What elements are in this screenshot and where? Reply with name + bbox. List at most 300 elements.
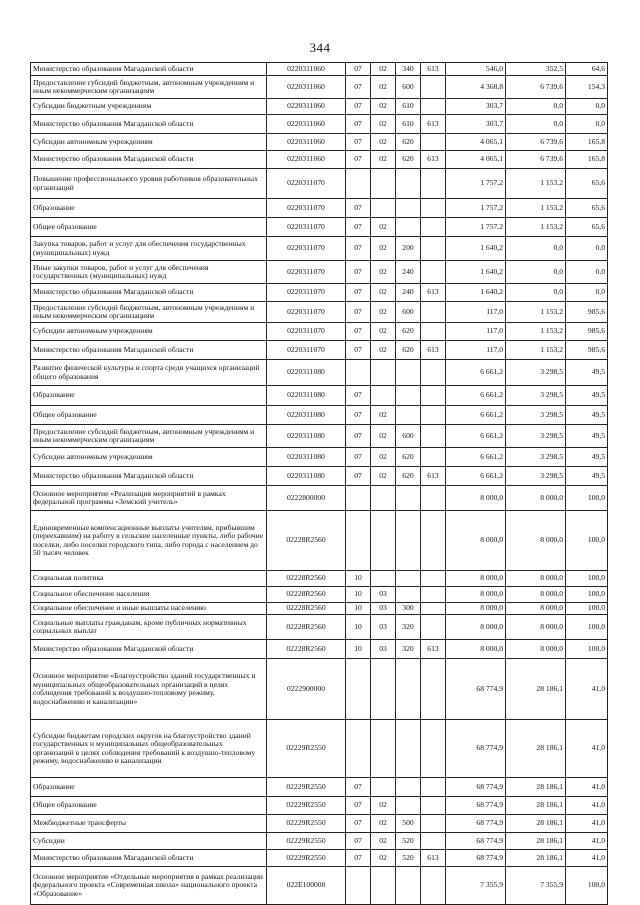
row-amount-executed: 1 153,2	[506, 323, 566, 341]
table-row	[31, 587, 608, 603]
row-percent: 41,0	[566, 778, 608, 797]
row-amount-executed: 28 186,1	[506, 778, 566, 797]
table-row	[31, 833, 608, 850]
row-amount-executed: 28 186,1	[506, 815, 566, 833]
row-code: 0220311070	[267, 284, 346, 302]
row-org-code	[421, 406, 446, 425]
row-expense-type: 610	[396, 99, 421, 115]
table-row	[31, 467, 608, 486]
row-percent: 64,6	[566, 63, 608, 76]
row-percent: 985,6	[566, 341, 608, 360]
row-section: 07	[346, 797, 371, 815]
row-section: 07	[346, 406, 371, 425]
row-expense-type: 620	[396, 341, 421, 360]
row-subsection	[371, 486, 396, 511]
row-amount-approved: 68 774,9	[446, 850, 506, 867]
row-org-code: 613	[421, 467, 446, 486]
row-description: Основное мероприятие «Благоустройство зданий государственных и муниципальных общеобразовательных организаций в целях соблюдения требований к воздушно-тепловому режиму, водоснабжению и канализации»	[31, 659, 267, 720]
row-description: Развитие физической культуры и спорта среди учащихся организаций общего образования	[31, 360, 267, 386]
row-amount-approved: 6 661,2	[446, 467, 506, 486]
row-org-code	[421, 603, 446, 615]
row-code: 0220311060	[267, 134, 346, 151]
row-section: 07	[346, 833, 371, 850]
row-description: Субсидии автономным учреждениям	[31, 134, 267, 151]
row-description: Единовременные компенсационные выплаты учителям, прибывшим (переехавшим) на работу в сельские населенные пункты, либо рабочие поселки, либо поселки городского типа, либо города с населением до 50 тысяч человек	[31, 511, 267, 571]
row-expense-type	[396, 797, 421, 815]
row-section: 10	[346, 571, 371, 587]
row-section: 07	[346, 261, 371, 284]
row-code: 0220311080	[267, 406, 346, 425]
table-row	[31, 659, 608, 720]
row-description: Социальные выплаты гражданам, кроме публичных нормативных социальных выплат	[31, 615, 267, 640]
table-row	[31, 615, 608, 640]
row-amount-approved: 7 355,9	[446, 867, 506, 905]
row-description: Субсидии	[31, 833, 267, 850]
row-org-code: 613	[421, 850, 446, 867]
row-section	[346, 867, 371, 905]
row-subsection: 03	[371, 640, 396, 659]
row-subsection: 02	[371, 406, 396, 425]
row-section: 07	[346, 850, 371, 867]
row-section	[346, 486, 371, 511]
row-description: Образование	[31, 778, 267, 797]
row-org-code: 613	[421, 284, 446, 302]
row-subsection: 02	[371, 302, 396, 323]
row-expense-type: 600	[396, 76, 421, 99]
row-amount-approved: 68 774,9	[446, 659, 506, 720]
row-org-code	[421, 134, 446, 151]
row-description: Министерство образования Магаданской области	[31, 850, 267, 867]
row-amount-executed: 3 298,5	[506, 448, 566, 467]
row-percent: 985,6	[566, 323, 608, 341]
row-org-code	[421, 425, 446, 448]
row-subsection: 03	[371, 587, 396, 603]
row-expense-type: 610	[396, 115, 421, 134]
row-expense-type: 240	[396, 284, 421, 302]
row-code: 02228R2560	[267, 511, 346, 571]
row-description: Повышение профессионального уровня работников образовательных организаций	[31, 169, 267, 199]
row-description: Министерство образования Магаданской области	[31, 341, 267, 360]
row-amount-approved: 68 774,9	[446, 815, 506, 833]
row-subsection: 02	[371, 76, 396, 99]
row-section: 07	[346, 323, 371, 341]
row-subsection: 02	[371, 833, 396, 850]
row-amount-executed: 8 000,0	[506, 571, 566, 587]
table-row	[31, 341, 608, 360]
table-row	[31, 406, 608, 425]
row-code: 0220311070	[267, 218, 346, 237]
row-amount-executed: 28 186,1	[506, 720, 566, 778]
row-code: 02229R2550	[267, 850, 346, 867]
row-section	[346, 169, 371, 199]
row-section	[346, 511, 371, 571]
row-org-code: 613	[421, 63, 446, 76]
row-subsection	[371, 169, 396, 199]
row-section: 07	[346, 448, 371, 467]
row-amount-executed: 1 153,2	[506, 341, 566, 360]
row-description: Предоставление субсидий бюджетным, автономным учреждениям и иным некоммерческим организациям	[31, 76, 267, 99]
row-description: Субсидии автономным учреждениям	[31, 448, 267, 467]
row-subsection: 02	[371, 425, 396, 448]
row-subsection: 02	[371, 448, 396, 467]
table-row	[31, 115, 608, 134]
row-org-code	[421, 615, 446, 640]
budget-table	[30, 62, 608, 905]
row-subsection	[371, 360, 396, 386]
row-org-code	[421, 778, 446, 797]
row-expense-type: 620	[396, 151, 421, 169]
row-subsection	[371, 720, 396, 778]
row-amount-executed: 0,0	[506, 261, 566, 284]
row-subsection	[371, 199, 396, 218]
row-section: 07	[346, 302, 371, 323]
table-row	[31, 302, 608, 323]
row-org-code	[421, 867, 446, 905]
row-description: Основное мероприятие «Отдельные мероприятия в рамках реализации федерального проекта «Современная школа» национального проекта «Образование»	[31, 867, 267, 905]
table-row	[31, 448, 608, 467]
row-description: Предоставление субсидий бюджетным, автономным учреждениям и иным некоммерческим организациям	[31, 302, 267, 323]
row-percent: 49,5	[566, 425, 608, 448]
row-amount-approved: 303,7	[446, 99, 506, 115]
table-row	[31, 511, 608, 571]
row-percent: 41,0	[566, 850, 608, 867]
row-description: Общее образование	[31, 797, 267, 815]
row-amount-approved: 68 774,9	[446, 720, 506, 778]
row-description: Иные закупки товаров, работ и услуг для обеспечения государственных (муниципальных) нужд	[31, 261, 267, 284]
row-code: 02229R2550	[267, 815, 346, 833]
row-subsection: 02	[371, 797, 396, 815]
row-subsection: 02	[371, 323, 396, 341]
row-subsection: 03	[371, 615, 396, 640]
row-section: 07	[346, 134, 371, 151]
row-org-code	[421, 386, 446, 406]
row-subsection	[371, 867, 396, 905]
row-amount-approved: 546,0	[446, 63, 506, 76]
table-row	[31, 284, 608, 302]
row-amount-approved: 68 774,9	[446, 833, 506, 850]
row-amount-executed: 8 000,0	[506, 511, 566, 571]
row-code: 0220311080	[267, 425, 346, 448]
row-amount-executed: 0,0	[506, 99, 566, 115]
row-code: 02229R2550	[267, 797, 346, 815]
row-code: 0220311070	[267, 199, 346, 218]
row-code: 02228R2560	[267, 615, 346, 640]
row-section: 07	[346, 218, 371, 237]
row-org-code	[421, 199, 446, 218]
table-row	[31, 63, 608, 76]
row-amount-executed: 3 298,5	[506, 467, 566, 486]
row-percent: 41,0	[566, 833, 608, 850]
row-section: 07	[346, 199, 371, 218]
row-amount-approved: 4 368,8	[446, 76, 506, 99]
row-subsection: 02	[371, 237, 396, 261]
row-code: 02229R2550	[267, 833, 346, 850]
row-section: 07	[346, 151, 371, 169]
row-expense-type	[396, 486, 421, 511]
row-description: Субсидии бюджетным учреждениям	[31, 99, 267, 115]
row-subsection: 02	[371, 134, 396, 151]
row-expense-type: 620	[396, 134, 421, 151]
row-subsection: 02	[371, 467, 396, 486]
row-percent: 41,0	[566, 815, 608, 833]
table-row	[31, 797, 608, 815]
row-section: 07	[346, 815, 371, 833]
table-row	[31, 199, 608, 218]
row-org-code: 613	[421, 151, 446, 169]
row-percent: 41,0	[566, 659, 608, 720]
row-amount-approved: 117,0	[446, 341, 506, 360]
row-subsection: 02	[371, 151, 396, 169]
row-amount-executed: 6 739,6	[506, 76, 566, 99]
row-subsection: 02	[371, 850, 396, 867]
row-percent: 49,5	[566, 386, 608, 406]
row-amount-executed: 352,5	[506, 63, 566, 76]
row-expense-type: 620	[396, 323, 421, 341]
row-code: 0220311080	[267, 448, 346, 467]
table-row	[31, 151, 608, 169]
row-percent: 49,5	[566, 448, 608, 467]
row-amount-approved: 117,0	[446, 302, 506, 323]
row-code: 02229R2550	[267, 720, 346, 778]
row-amount-executed: 0,0	[506, 284, 566, 302]
row-percent: 41,0	[566, 720, 608, 778]
row-expense-type: 300	[396, 603, 421, 615]
row-amount-approved: 8 000,0	[446, 603, 506, 615]
row-amount-approved: 6 661,2	[446, 360, 506, 386]
row-expense-type	[396, 360, 421, 386]
row-amount-approved: 6 661,2	[446, 406, 506, 425]
row-expense-type: 600	[396, 302, 421, 323]
row-amount-executed: 3 298,5	[506, 406, 566, 425]
table-row	[31, 323, 608, 341]
row-org-code	[421, 218, 446, 237]
row-section: 07	[346, 425, 371, 448]
row-code: 0220311070	[267, 341, 346, 360]
row-code: 02228R2560	[267, 640, 346, 659]
row-amount-approved: 117,0	[446, 323, 506, 341]
row-code: 0220311080	[267, 360, 346, 386]
row-percent: 100,0	[566, 867, 608, 905]
row-code: 0220311060	[267, 63, 346, 76]
row-description: Основное мероприятие «Реализация мероприятий в рамках федеральной программы «Земский учитель»	[31, 486, 267, 511]
row-percent: 0,0	[566, 237, 608, 261]
row-amount-approved: 6 661,2	[446, 448, 506, 467]
row-amount-executed: 1 153,2	[506, 199, 566, 218]
row-org-code	[421, 323, 446, 341]
row-amount-executed: 8 000,0	[506, 603, 566, 615]
row-amount-approved: 1 640,2	[446, 284, 506, 302]
row-percent: 49,5	[566, 406, 608, 425]
row-amount-executed: 0,0	[506, 237, 566, 261]
row-description: Субсидии бюджетам городских округов на благоустройство зданий государственных и муниципальных общеобразовательных организаций в целях соблюдения требований к воздушно-тепловому режиму, водоснабжению и канализации	[31, 720, 267, 778]
row-subsection	[371, 571, 396, 587]
row-org-code: 613	[421, 115, 446, 134]
row-amount-approved: 8 000,0	[446, 615, 506, 640]
row-amount-approved: 1 640,2	[446, 237, 506, 261]
row-org-code	[421, 511, 446, 571]
row-section: 07	[346, 237, 371, 261]
row-subsection: 03	[371, 603, 396, 615]
row-amount-approved: 303,7	[446, 115, 506, 134]
row-section: 10	[346, 587, 371, 603]
table-row	[31, 237, 608, 261]
row-amount-approved: 1 757,2	[446, 218, 506, 237]
table-row	[31, 134, 608, 151]
table-row	[31, 169, 608, 199]
row-section: 10	[346, 603, 371, 615]
row-subsection: 02	[371, 99, 396, 115]
row-percent: 49,5	[566, 467, 608, 486]
row-section: 07	[346, 386, 371, 406]
row-code: 02229R2550	[267, 778, 346, 797]
row-percent: 0,0	[566, 99, 608, 115]
row-section: 07	[346, 99, 371, 115]
row-amount-approved: 4 065,1	[446, 151, 506, 169]
row-code: 0220311060	[267, 151, 346, 169]
row-expense-type	[396, 386, 421, 406]
row-description: Социальная политика	[31, 571, 267, 587]
row-percent: 154,3	[566, 76, 608, 99]
row-percent: 65,6	[566, 169, 608, 199]
table-row	[31, 386, 608, 406]
row-expense-type	[396, 571, 421, 587]
row-section: 07	[346, 115, 371, 134]
row-expense-type	[396, 218, 421, 237]
row-section	[346, 720, 371, 778]
row-amount-executed: 0,0	[506, 115, 566, 134]
table-row	[31, 815, 608, 833]
row-section: 10	[346, 640, 371, 659]
row-amount-executed: 6 739,6	[506, 134, 566, 151]
table-row	[31, 425, 608, 448]
row-amount-executed: 8 000,0	[506, 486, 566, 511]
table-row	[31, 778, 608, 797]
row-amount-executed: 3 298,5	[506, 360, 566, 386]
row-org-code: 613	[421, 640, 446, 659]
row-org-code	[421, 815, 446, 833]
row-section	[346, 659, 371, 720]
row-percent: 65,6	[566, 218, 608, 237]
row-amount-executed: 28 186,1	[506, 850, 566, 867]
row-code: 0222800000	[267, 486, 346, 511]
row-expense-type	[396, 659, 421, 720]
row-expense-type	[396, 587, 421, 603]
row-description: Общее образование	[31, 218, 267, 237]
table-row	[31, 218, 608, 237]
table-row	[31, 850, 608, 867]
row-amount-approved: 4 065,1	[446, 134, 506, 151]
row-expense-type: 200	[396, 237, 421, 261]
row-section: 07	[346, 341, 371, 360]
row-subsection	[371, 659, 396, 720]
row-description: Образование	[31, 199, 267, 218]
row-expense-type	[396, 867, 421, 905]
row-amount-approved: 68 774,9	[446, 797, 506, 815]
row-amount-executed: 1 153,2	[506, 218, 566, 237]
row-code: 0220311070	[267, 169, 346, 199]
row-expense-type: 620	[396, 448, 421, 467]
row-amount-executed: 28 186,1	[506, 797, 566, 815]
row-expense-type: 520	[396, 850, 421, 867]
row-section: 07	[346, 284, 371, 302]
row-description: Социальное обеспечение и иные выплаты населению	[31, 603, 267, 615]
page-number: 344	[309, 40, 331, 55]
row-section: 07	[346, 63, 371, 76]
row-code: 0220311060	[267, 115, 346, 134]
row-description: Министерство образования Магаданской области	[31, 151, 267, 169]
row-description: Межбюджетные трансферты	[31, 815, 267, 833]
row-amount-executed: 7 355,9	[506, 867, 566, 905]
row-description: Субсидии автономным учреждениям	[31, 323, 267, 341]
row-expense-type: 340	[396, 63, 421, 76]
row-expense-type	[396, 406, 421, 425]
row-code: 02228R2560	[267, 587, 346, 603]
row-percent: 100,0	[566, 603, 608, 615]
row-amount-approved: 1 757,2	[446, 199, 506, 218]
row-expense-type: 600	[396, 425, 421, 448]
row-amount-approved: 8 000,0	[446, 640, 506, 659]
row-amount-executed: 8 000,0	[506, 615, 566, 640]
row-code: 0220311080	[267, 386, 346, 406]
row-amount-executed: 8 000,0	[506, 640, 566, 659]
row-section	[346, 360, 371, 386]
row-amount-executed: 8 000,0	[506, 587, 566, 603]
row-description: Общее образование	[31, 406, 267, 425]
row-org-code: 613	[421, 341, 446, 360]
row-expense-type: 240	[396, 261, 421, 284]
table-row	[31, 603, 608, 615]
row-code: 0220311070	[267, 302, 346, 323]
row-org-code	[421, 720, 446, 778]
row-expense-type	[396, 511, 421, 571]
row-code: 0220311060	[267, 99, 346, 115]
row-org-code	[421, 659, 446, 720]
row-percent: 165,8	[566, 134, 608, 151]
row-percent: 985,6	[566, 302, 608, 323]
row-subsection	[371, 778, 396, 797]
row-expense-type	[396, 720, 421, 778]
row-description: Закупка товаров, работ и услуг для обеспечения государственных (муниципальных) нужд	[31, 237, 267, 261]
row-description: Министерство образования Магаданской области	[31, 63, 267, 76]
row-amount-executed: 28 186,1	[506, 659, 566, 720]
row-org-code	[421, 486, 446, 511]
row-percent: 100,0	[566, 511, 608, 571]
row-code: 0220311070	[267, 261, 346, 284]
row-percent: 0,0	[566, 261, 608, 284]
row-description: Предоставление субсидий бюджетным, автономным учреждениям и иным некоммерческим организациям	[31, 425, 267, 448]
row-percent: 165,8	[566, 151, 608, 169]
row-amount-executed: 6 739,6	[506, 151, 566, 169]
table-row	[31, 640, 608, 659]
row-section: 07	[346, 778, 371, 797]
row-org-code	[421, 360, 446, 386]
table-body	[31, 63, 608, 905]
row-amount-approved: 8 000,0	[446, 587, 506, 603]
row-subsection: 02	[371, 815, 396, 833]
row-description: Министерство образования Магаданской области	[31, 467, 267, 486]
row-org-code	[421, 261, 446, 284]
row-code: 022E100000	[267, 867, 346, 905]
table-row	[31, 486, 608, 511]
table-row	[31, 360, 608, 386]
row-expense-type: 500	[396, 815, 421, 833]
row-description: Социальное обеспечение населения	[31, 587, 267, 603]
row-org-code	[421, 76, 446, 99]
row-description: Министерство образования Магаданской области	[31, 284, 267, 302]
table-row	[31, 99, 608, 115]
row-code: 02228R2560	[267, 603, 346, 615]
row-code: 02228R2560	[267, 571, 346, 587]
